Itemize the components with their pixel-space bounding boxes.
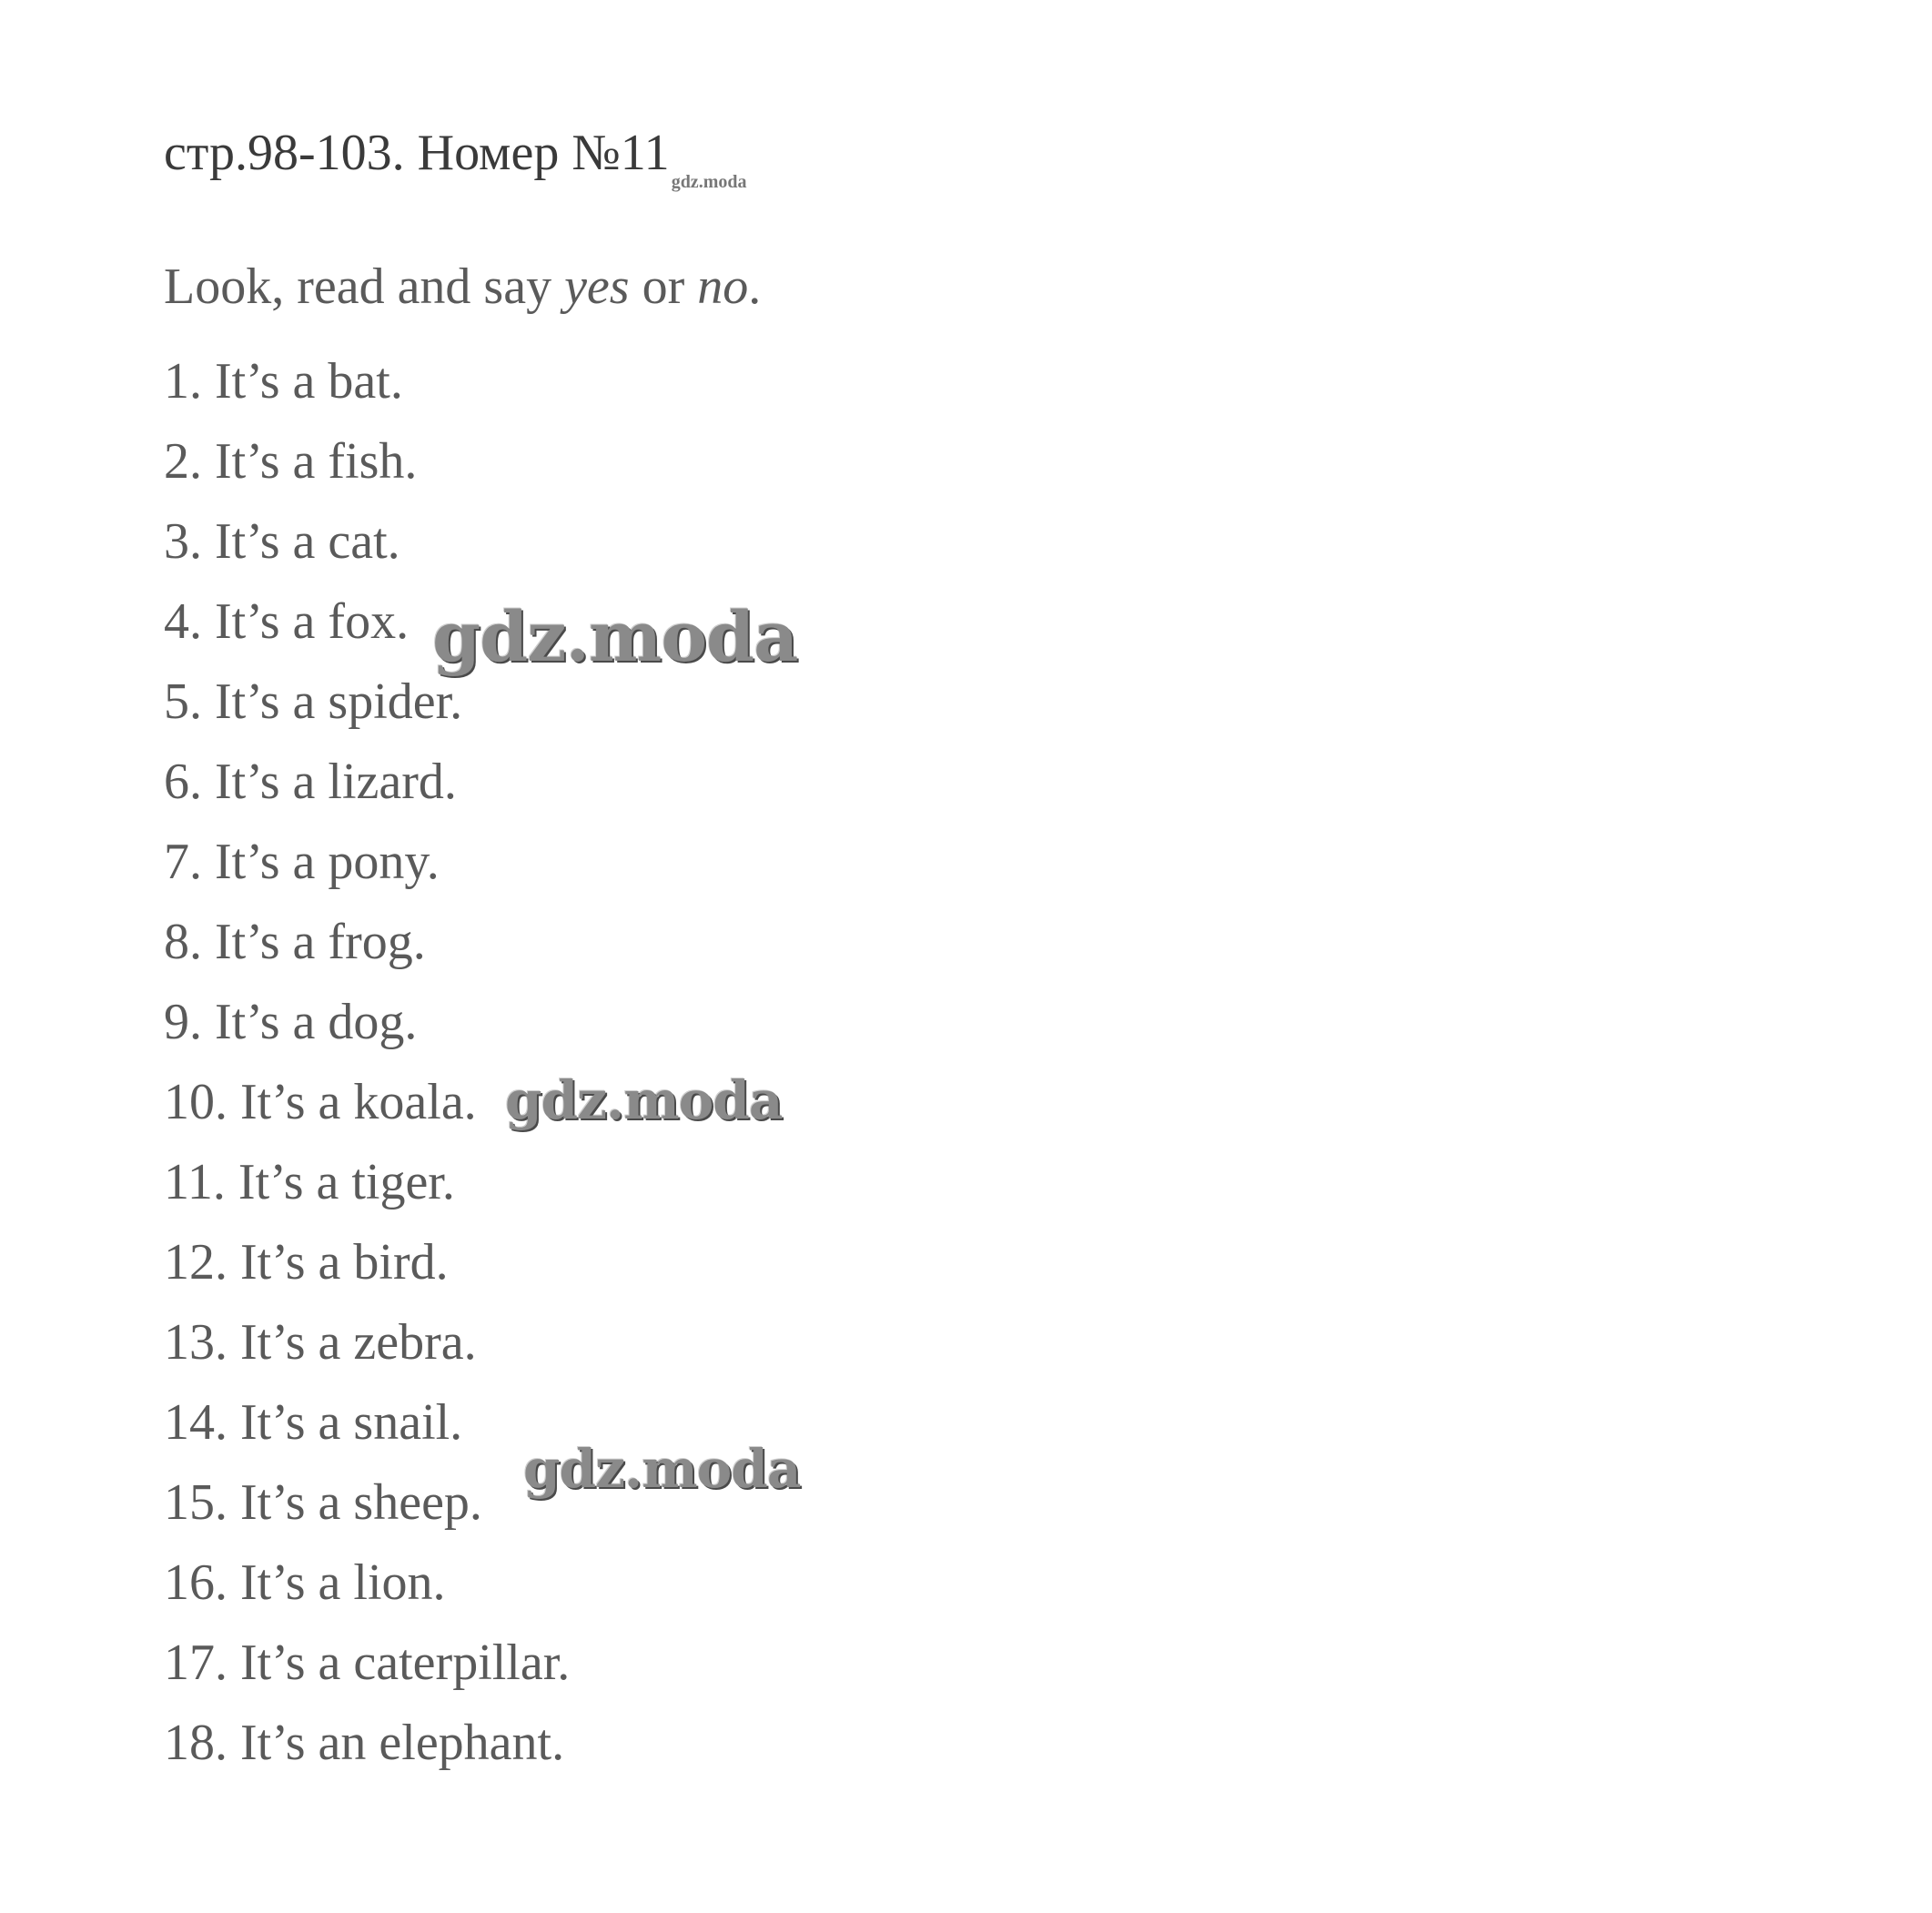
list-item: 14. It’s a snail. [164,1394,463,1451]
list-item: 2. It’s a fish. [164,433,418,490]
instruction-yes: yes [564,258,630,315]
list-item: 7. It’s a pony. [164,834,440,890]
heading-watermark: gdz.moda [671,172,747,192]
instruction-no: no [697,258,749,315]
list-item: 10. It’s a koala. [164,1074,477,1130]
list-item: 12. It’s a bird. [164,1234,449,1291]
statement-list [164,341,570,1783]
heading-text: стр.98-103. Номер №11 [164,125,670,181]
list-item: 11. It’s a tiger. [164,1154,455,1210]
list-item: 6. It’s a lizard. [164,754,457,810]
instruction-end: . [748,258,762,315]
list-item: 5. It’s a spider. [164,673,463,730]
list-item: 8. It’s a frog. [164,914,426,970]
list-item: 1. It’s a bat. [164,353,403,410]
list-item: 16. It’s a lion. [164,1554,446,1611]
list-item: 9. It’s a dog. [164,994,418,1050]
watermark: gdz.moda [505,1069,783,1131]
instruction-prefix: Look, read and say [164,258,565,315]
instruction [164,258,762,315]
page-heading [164,127,746,191]
list-item: 4. It’s a fox. [164,593,410,650]
list-item: 17. It’s a caterpillar. [164,1635,571,1691]
list-item: 13. It’s a zebra. [164,1314,477,1371]
list-item: 15. It’s a sheep. [164,1474,482,1531]
watermark: gdz.moda [523,1438,801,1500]
list-item: 3. It’s a cat. [164,513,400,570]
list-item: 18. It’s an elephant. [164,1715,565,1771]
watermark: gdz.moda [432,596,798,677]
instruction-or: or [629,258,698,315]
